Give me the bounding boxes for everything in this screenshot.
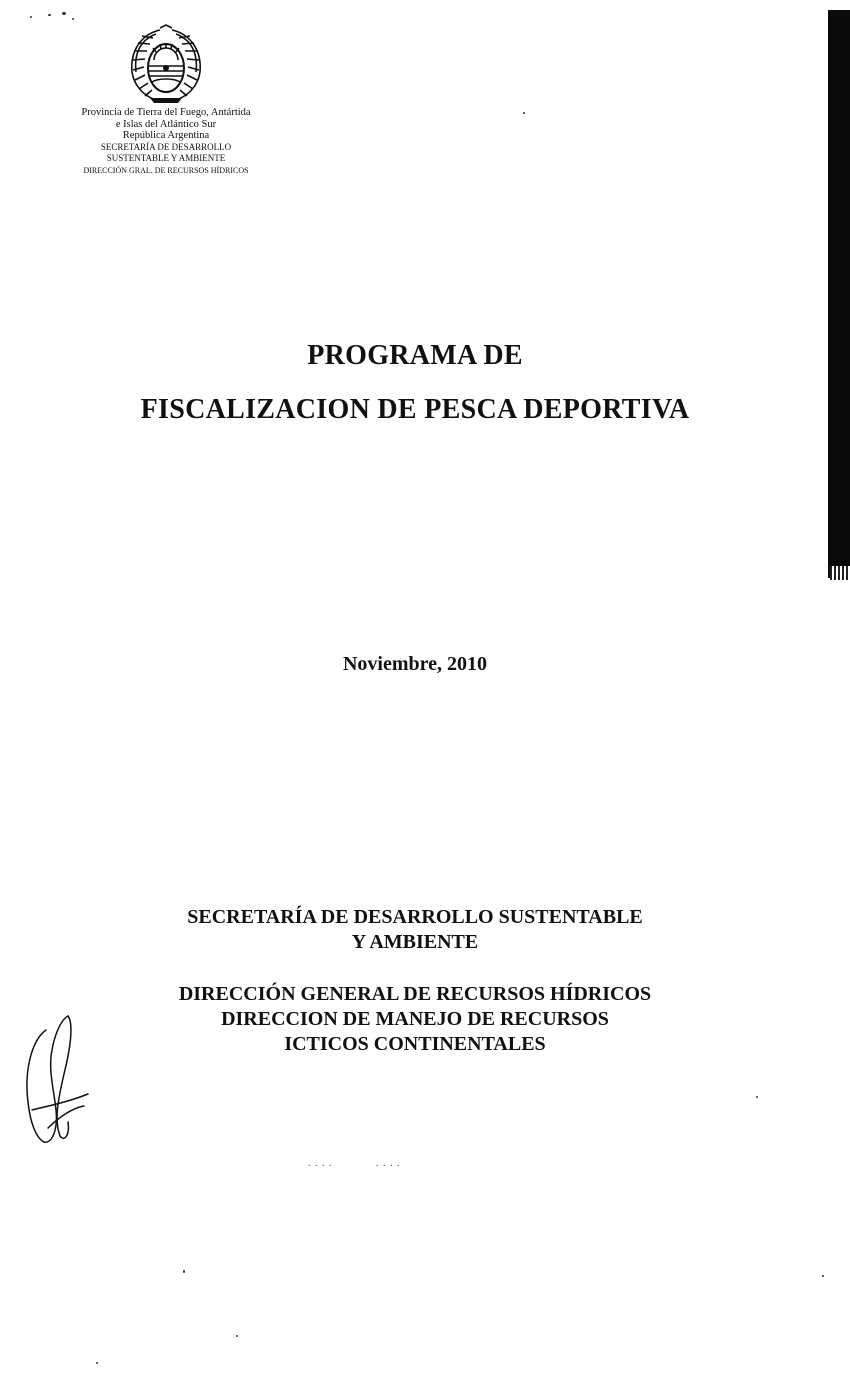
scan-speck (30, 16, 32, 18)
org-management-line1: DIRECCION DE MANEJO DE RECURSOS (221, 1008, 609, 1030)
title-line-1: PROGRAMA DE (307, 340, 523, 371)
scan-speck (756, 1096, 758, 1098)
organization-block (0, 905, 830, 1057)
letterhead-province-line1: Provincia de Tierra del Fuego, Antártida (81, 107, 251, 118)
title-line-2: FISCALIZACION DE PESCA DEPORTIVA (140, 394, 690, 425)
handwritten-signature-icon (18, 1010, 98, 1150)
org-secretariat-line2: Y AMBIENTE (351, 931, 479, 953)
scan-speck (822, 1275, 824, 1277)
scan-speck (236, 1335, 238, 1337)
org-management-line2: ICTICOS CONTINENTALES (284, 1033, 546, 1055)
letterhead (40, 107, 292, 176)
scan-speck (523, 112, 525, 114)
scan-edge-bar (828, 10, 850, 578)
scan-speck (72, 18, 74, 20)
scan-speck (183, 1270, 185, 1273)
letterhead-province-line2: e Islas del Atlántico Sur (115, 118, 217, 130)
provincial-coat-of-arms-icon (120, 24, 212, 104)
letterhead-directorate: DIRECCIÓN GRAL. DE RECURSOS HÍDRICOS (83, 165, 249, 175)
letterhead-country: República Argentina (122, 130, 210, 141)
document-title (0, 340, 830, 426)
scan-edge-noise (830, 566, 850, 580)
org-spacer (0, 955, 830, 982)
letterhead-secretariat-line2: SUSTENTABLE Y AMBIENTE (106, 153, 226, 163)
letterhead-secretariat-line1: SECRETARÍA DE DESARROLLO (100, 141, 232, 152)
scan-speck (96, 1362, 98, 1364)
scan-speck (48, 14, 51, 16)
document-date: Noviembre, 2010 (342, 653, 488, 675)
scan-dots: . . . . (376, 1158, 401, 1169)
scan-dots: . . . . (308, 1158, 333, 1169)
org-directorate-general: DIRECCIÓN GENERAL DE RECURSOS HÍDRICOS (178, 983, 652, 1005)
scan-speck (62, 12, 66, 15)
org-secretariat-line1: SECRETARÍA DE DESARROLLO SUSTENTABLE (187, 906, 643, 928)
